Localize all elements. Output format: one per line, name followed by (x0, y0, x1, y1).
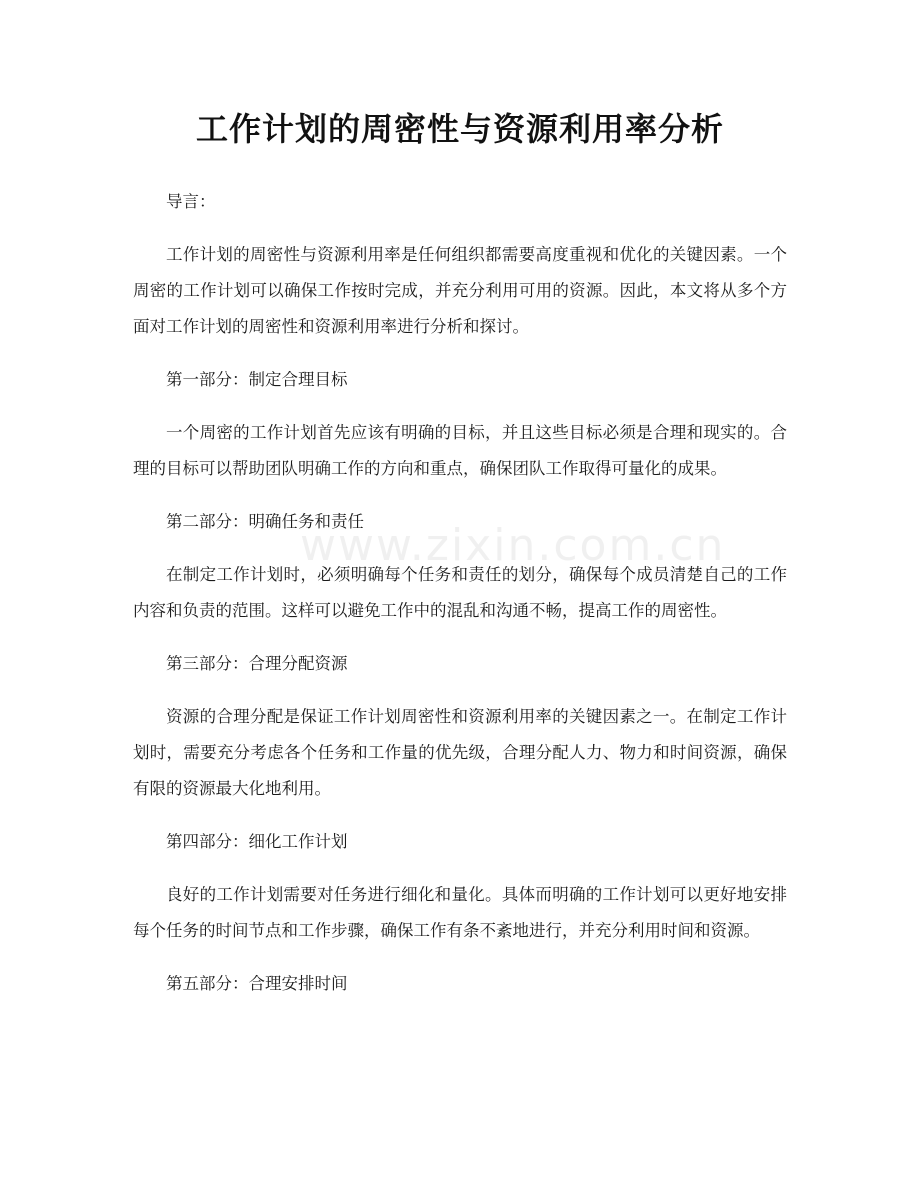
document-body (133, 184, 787, 1019)
document-title: 工作计划的周密性与资源利用率分析 (195, 110, 724, 148)
paragraph-3: 资源的合理分配是保证工作计划周密性和资源利用率的关键因素之一。在制定工作计划时，需要充分考虑各个任务和工作量的优先级，合理分配人力、物力和时间资源，确保有限的资源最大化地利用。 (133, 707, 787, 798)
paragraph-2: 在制定工作计划时，必须明确每个任务和责任的划分，确保每个成员清楚自己的工作内容和负责的范围。这样可以避免工作中的混乱和沟通不畅，提高工作的周密性。 (133, 565, 787, 620)
section-heading-3: 第三部分：合理分配资源 (166, 654, 348, 673)
section-heading-4: 第四部分：细化工作计划 (166, 832, 348, 851)
paragraph-intro: 工作计划的周密性与资源利用率是任何组织都需要高度重视和优化的关键因素。一个周密的工作计划可以确保工作按时完成，并充分利用可用的资源。因此，本文将从多个方面对工作计划的周密性和资源利用率进行分析和探讨。 (133, 245, 787, 336)
paragraph-4: 良好的工作计划需要对任务进行细化和量化。具体而明确的工作计划可以更好地安排每个任务的时间节点和工作步骤，确保工作有条不紊地进行，并充分利用时间和资源。 (133, 885, 787, 940)
section-heading-5: 第五部分：合理安排时间 (166, 974, 348, 993)
section-heading-1: 第一部分：制定合理目标 (166, 370, 348, 389)
watermark-text: www.zixin.com.cn (300, 520, 726, 571)
paragraph-1: 一个周密的工作计划首先应该有明确的目标，并且这些目标必须是合理和现实的。合理的目标可以帮助团队明确工作的方向和重点，确保团队工作取得可量化的成果。 (133, 423, 787, 478)
section-heading-intro: 导言： (166, 192, 216, 211)
section-heading-2: 第二部分：明确任务和责任 (166, 512, 364, 531)
